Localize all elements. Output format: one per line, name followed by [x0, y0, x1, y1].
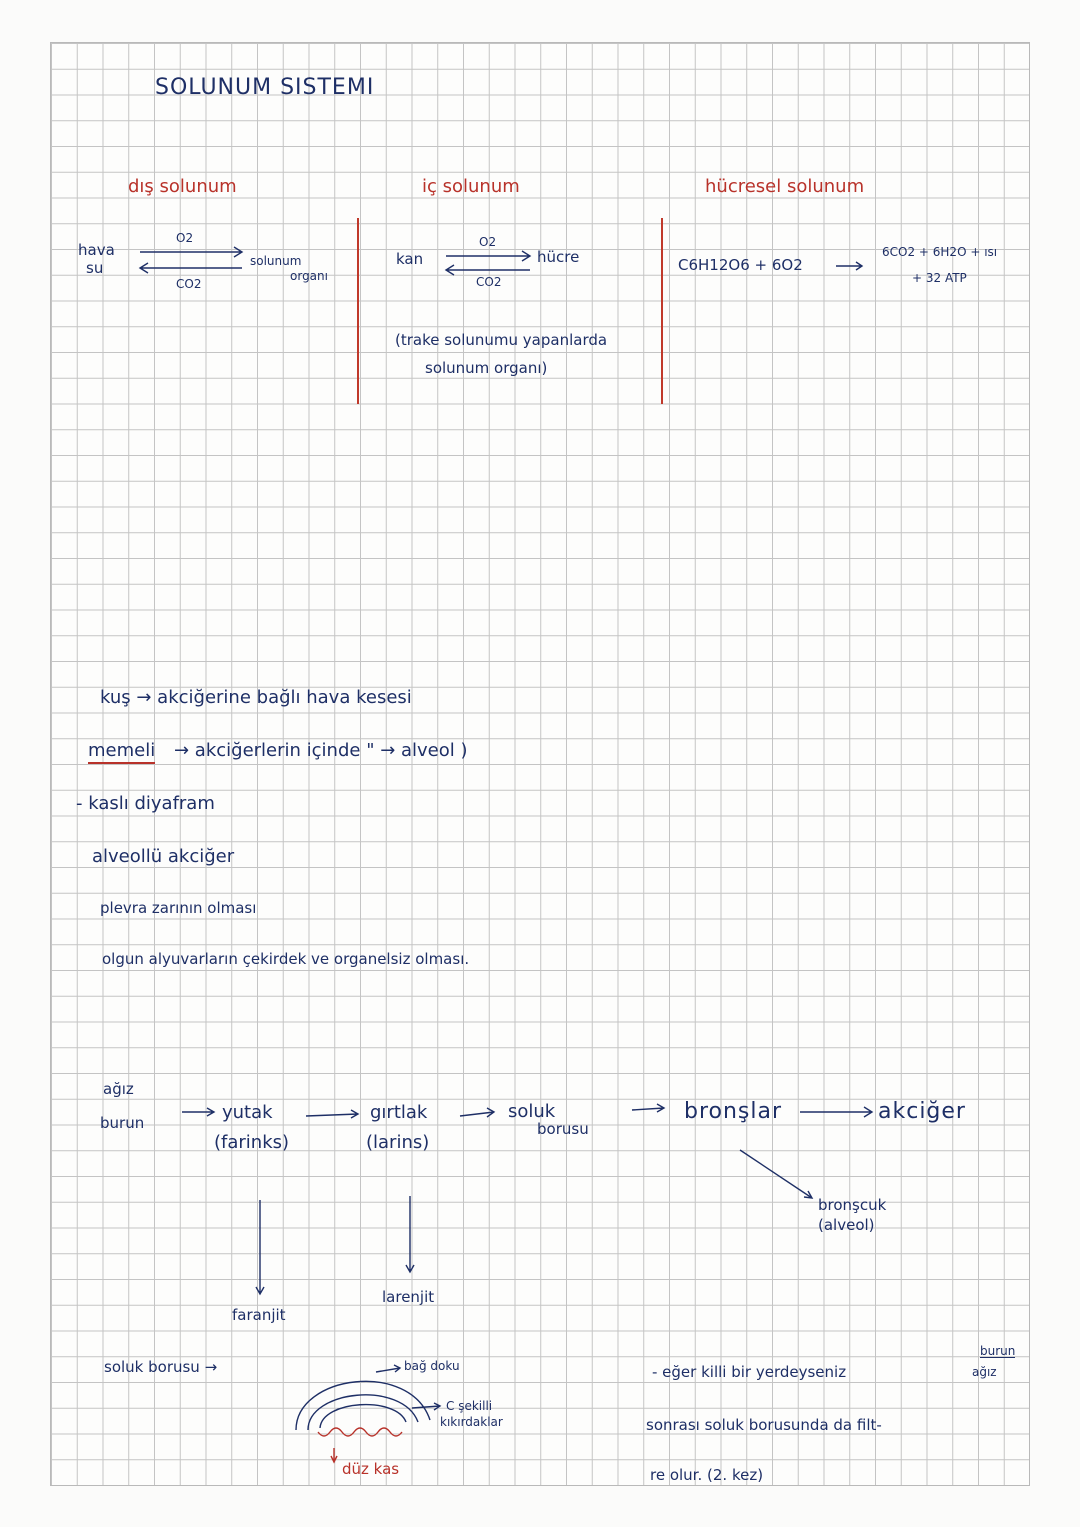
- trachea-outer-arc: [296, 1381, 430, 1430]
- trachea-bag-doku: bağ doku: [404, 1359, 460, 1373]
- ic-solunum-heading: iç solunum: [422, 176, 520, 197]
- dis-left-top: hava: [78, 241, 115, 259]
- ic-note-line1: (trake solunumu yapanlarda: [395, 331, 608, 349]
- dis-solunum-heading: dış solunum: [128, 176, 237, 197]
- flow-start-top: ağız: [103, 1080, 134, 1098]
- trachea-muscle-wave: [318, 1428, 402, 1436]
- flow-borusu: borusu: [537, 1120, 589, 1138]
- note-memeli-label: memeli: [88, 742, 155, 764]
- trachea-label: soluk borusu →: [104, 1358, 218, 1376]
- reaction-products-line2: + 32 ATP: [912, 271, 967, 285]
- note-memeli-text: → akciğerlerin içinde " → alveol ): [174, 740, 468, 761]
- flow-alveol: (alveol): [818, 1216, 875, 1234]
- trachea-inner-arc-2: [320, 1405, 406, 1428]
- dis-arrow-o2: O2: [176, 231, 194, 245]
- flow-girtlak: gırtlak: [370, 1102, 428, 1123]
- note-item-1: - kaslı diyafram: [76, 793, 215, 814]
- ic-arrow-o2: O2: [479, 235, 497, 249]
- dis-left-bottom: su: [86, 259, 104, 277]
- trachea-duz-kas: düz kas: [342, 1460, 400, 1478]
- side-note-line2: sonrası soluk borusunda da filt-: [646, 1416, 882, 1434]
- ic-note-line2: solunum organı): [425, 359, 548, 377]
- note-kus: kuş → akciğerine bağlı hava kesesi: [100, 687, 412, 708]
- reaction-products-line1: 6CO2 + 6H2O + ısı: [882, 245, 998, 259]
- trachea-c-sekilli-1: C şekilli: [446, 1399, 493, 1413]
- note-item-4: olgun alyuvarların çekirdek ve organelsiz olması.: [102, 950, 470, 968]
- flow-yutak: yutak: [222, 1102, 273, 1123]
- arrow-bag-doku: [376, 1365, 400, 1372]
- note-item-2: alveollü akciğer: [92, 846, 235, 867]
- ic-arrow-co2: CO2: [476, 275, 502, 289]
- flow-larenjit: larenjit: [382, 1288, 435, 1306]
- flow-bronslar: bronşlar: [684, 1099, 783, 1124]
- flow-soluk: soluk: [508, 1101, 556, 1122]
- note-item-3: plevra zarının olması: [100, 899, 257, 917]
- ic-right: hücre: [537, 248, 580, 266]
- flow-farinks: (farinks): [214, 1132, 290, 1153]
- side-note-line1: - eğer killi bir yerdeyseniz: [652, 1363, 847, 1381]
- reaction-reactants: C6H12O6 + 6O2: [678, 256, 803, 274]
- flow-larinks: (larins): [366, 1132, 430, 1153]
- trachea-c-sekilli-2: kıkırdaklar: [440, 1415, 503, 1429]
- side-note-above-agiz: ağız: [972, 1365, 997, 1379]
- side-note-above-burun: burun: [980, 1344, 1016, 1358]
- page-title: SOLUNUM SISTEMI: [155, 75, 375, 100]
- flow-akciger: akciğer: [878, 1099, 966, 1124]
- side-note-line3: re olur. (2. kez): [650, 1466, 764, 1484]
- flow-faranjit: faranjit: [232, 1306, 286, 1324]
- dis-right-top: solunum: [250, 254, 302, 268]
- hucresel-solunum-heading: hücresel solunum: [705, 176, 865, 197]
- flow-start-bottom: burun: [100, 1114, 145, 1132]
- ic-left: kan: [396, 250, 424, 268]
- arrow-c-sekilli: [412, 1403, 440, 1410]
- flow-bronscuk: bronşcuk: [818, 1196, 887, 1214]
- trachea-inner-arc: [308, 1395, 418, 1430]
- dis-right-bottom: organı: [290, 269, 328, 283]
- dis-arrow-co2: CO2: [176, 277, 202, 291]
- arrow-duz-kas: [331, 1448, 337, 1462]
